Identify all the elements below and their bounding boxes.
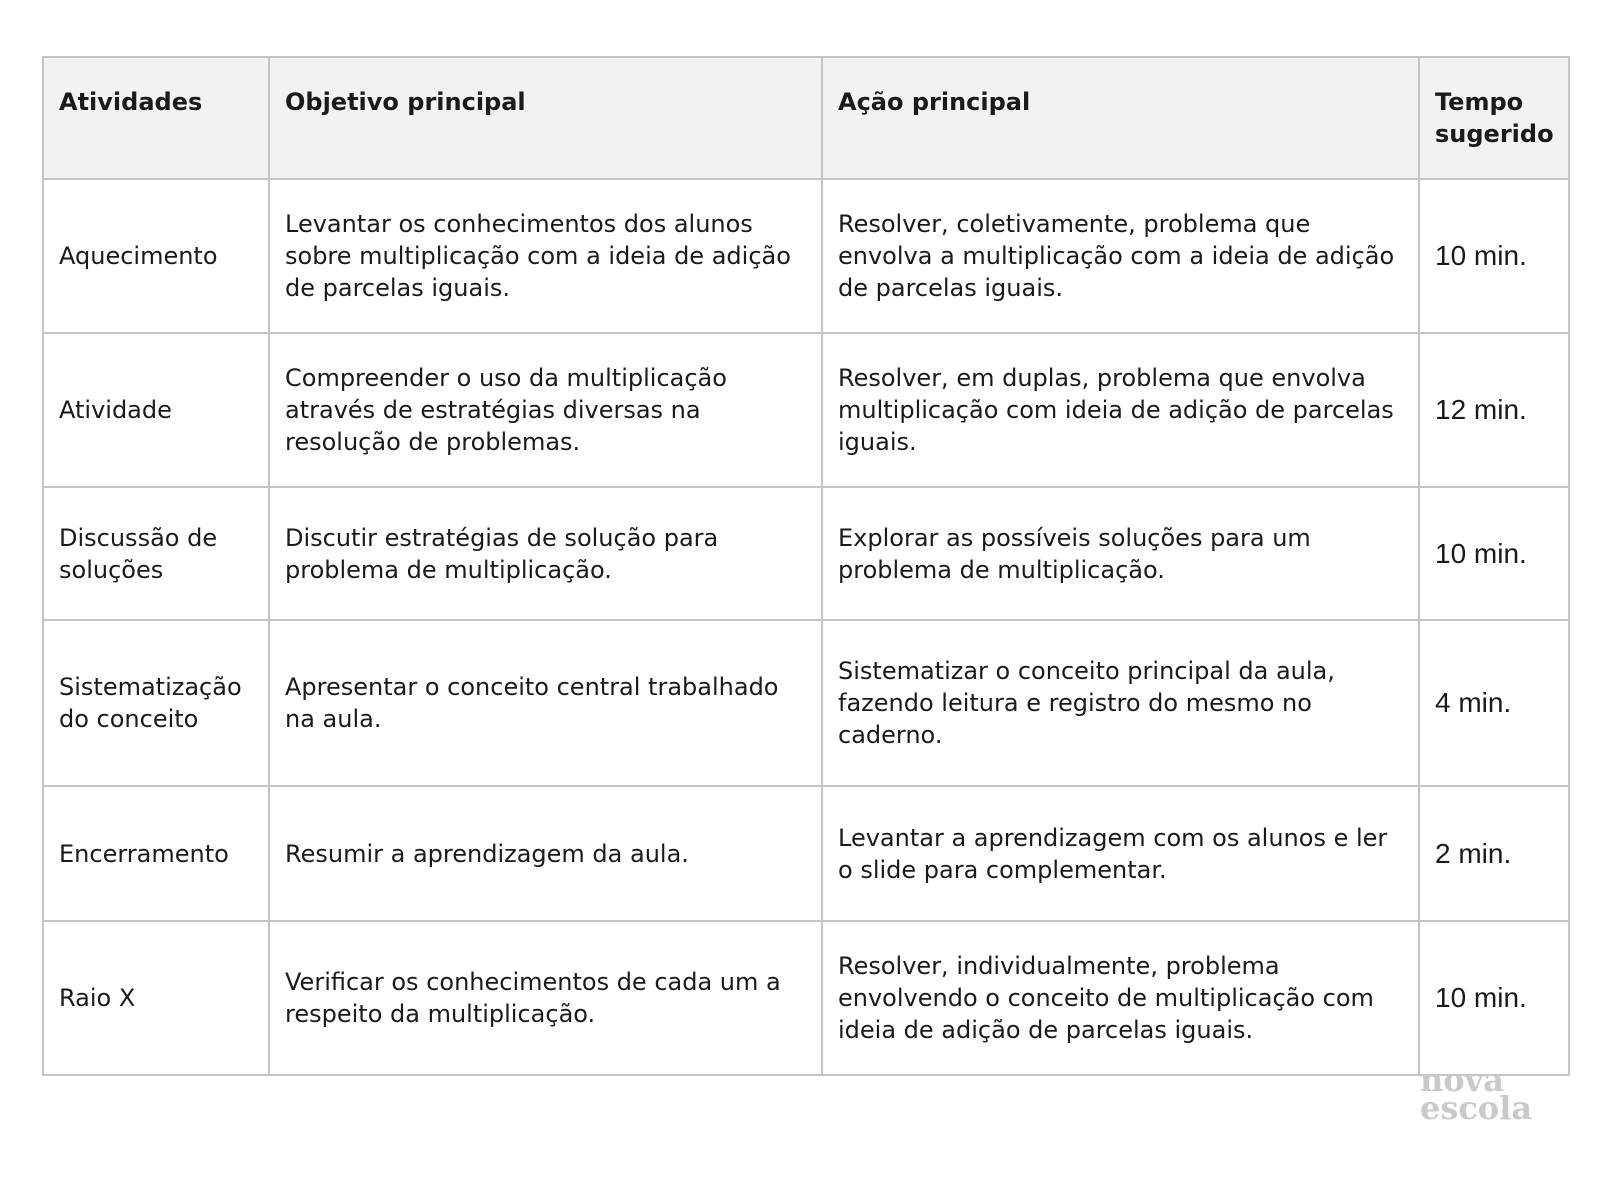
table-header-row (43, 57, 1569, 179)
table-row (43, 786, 1569, 921)
action-cell: Resolver, em duplas, problema que envolva multiplicação com ideia de adição de parcelas iguais. (822, 333, 1419, 487)
objective-cell: Verificar os conhecimentos de cada um a respeito da multiplicação. (269, 921, 822, 1075)
action-cell: Explorar as possíveis soluções para um problema de multiplicação. (822, 487, 1419, 620)
time-cell: 12 min. (1419, 333, 1569, 487)
table-row (43, 179, 1569, 333)
objective-cell: Apresentar o conceito central trabalhado na aula. (269, 620, 822, 786)
time-cell: 10 min. (1419, 179, 1569, 333)
header-main-action: Ação principal (822, 57, 1419, 179)
header-suggested-time: Tempo sugerido (1419, 57, 1569, 179)
activity-cell: Raio X (43, 921, 269, 1075)
header-main-objective: Objetivo principal (269, 57, 822, 179)
table-row (43, 487, 1569, 620)
action-cell: Resolver, coletivamente, problema que envolva a multiplicação com a ideia de adição de parcelas iguais. (822, 179, 1419, 333)
action-cell: Sistematizar o conceito principal da aula, fazendo leitura e registro do mesmo no caderno. (822, 620, 1419, 786)
time-cell: 10 min. (1419, 921, 1569, 1075)
table-row (43, 620, 1569, 786)
action-cell: Levantar a aprendizagem com os alunos e ler o slide para complementar. (822, 786, 1419, 921)
logo-line-2: escola (1420, 1089, 1533, 1127)
objective-cell: Discutir estratégias de solução para problema de multiplicação. (269, 487, 822, 620)
activity-cell: Sistematização do conceito (43, 620, 269, 786)
activity-cell: Encerramento (43, 786, 269, 921)
time-cell: 2 min. (1419, 786, 1569, 921)
logo-line-1: nova (1420, 1061, 1504, 1099)
activity-cell: Discussão de soluções (43, 487, 269, 620)
action-cell: Resolver, individualmente, problema envolvendo o conceito de multiplicação com ideia de adição de parcelas iguais. (822, 921, 1419, 1075)
time-cell: 4 min. (1419, 620, 1569, 786)
activity-cell: Aquecimento (43, 179, 269, 333)
header-activities: Atividades (43, 57, 269, 179)
activity-cell: Atividade (43, 333, 269, 487)
lesson-plan-table (42, 56, 1570, 1076)
objective-cell: Resumir a aprendizagem da aula. (269, 786, 822, 921)
table-row (43, 333, 1569, 487)
nova-escola-logo (1420, 1061, 1533, 1127)
time-cell: 10 min. (1419, 487, 1569, 620)
objective-cell: Compreender o uso da multiplicação através de estratégias diversas na resolução de problemas. (269, 333, 822, 487)
objective-cell: Levantar os conhecimentos dos alunos sobre multiplicação com a ideia de adição de parcelas iguais. (269, 179, 822, 333)
table-row (43, 921, 1569, 1075)
